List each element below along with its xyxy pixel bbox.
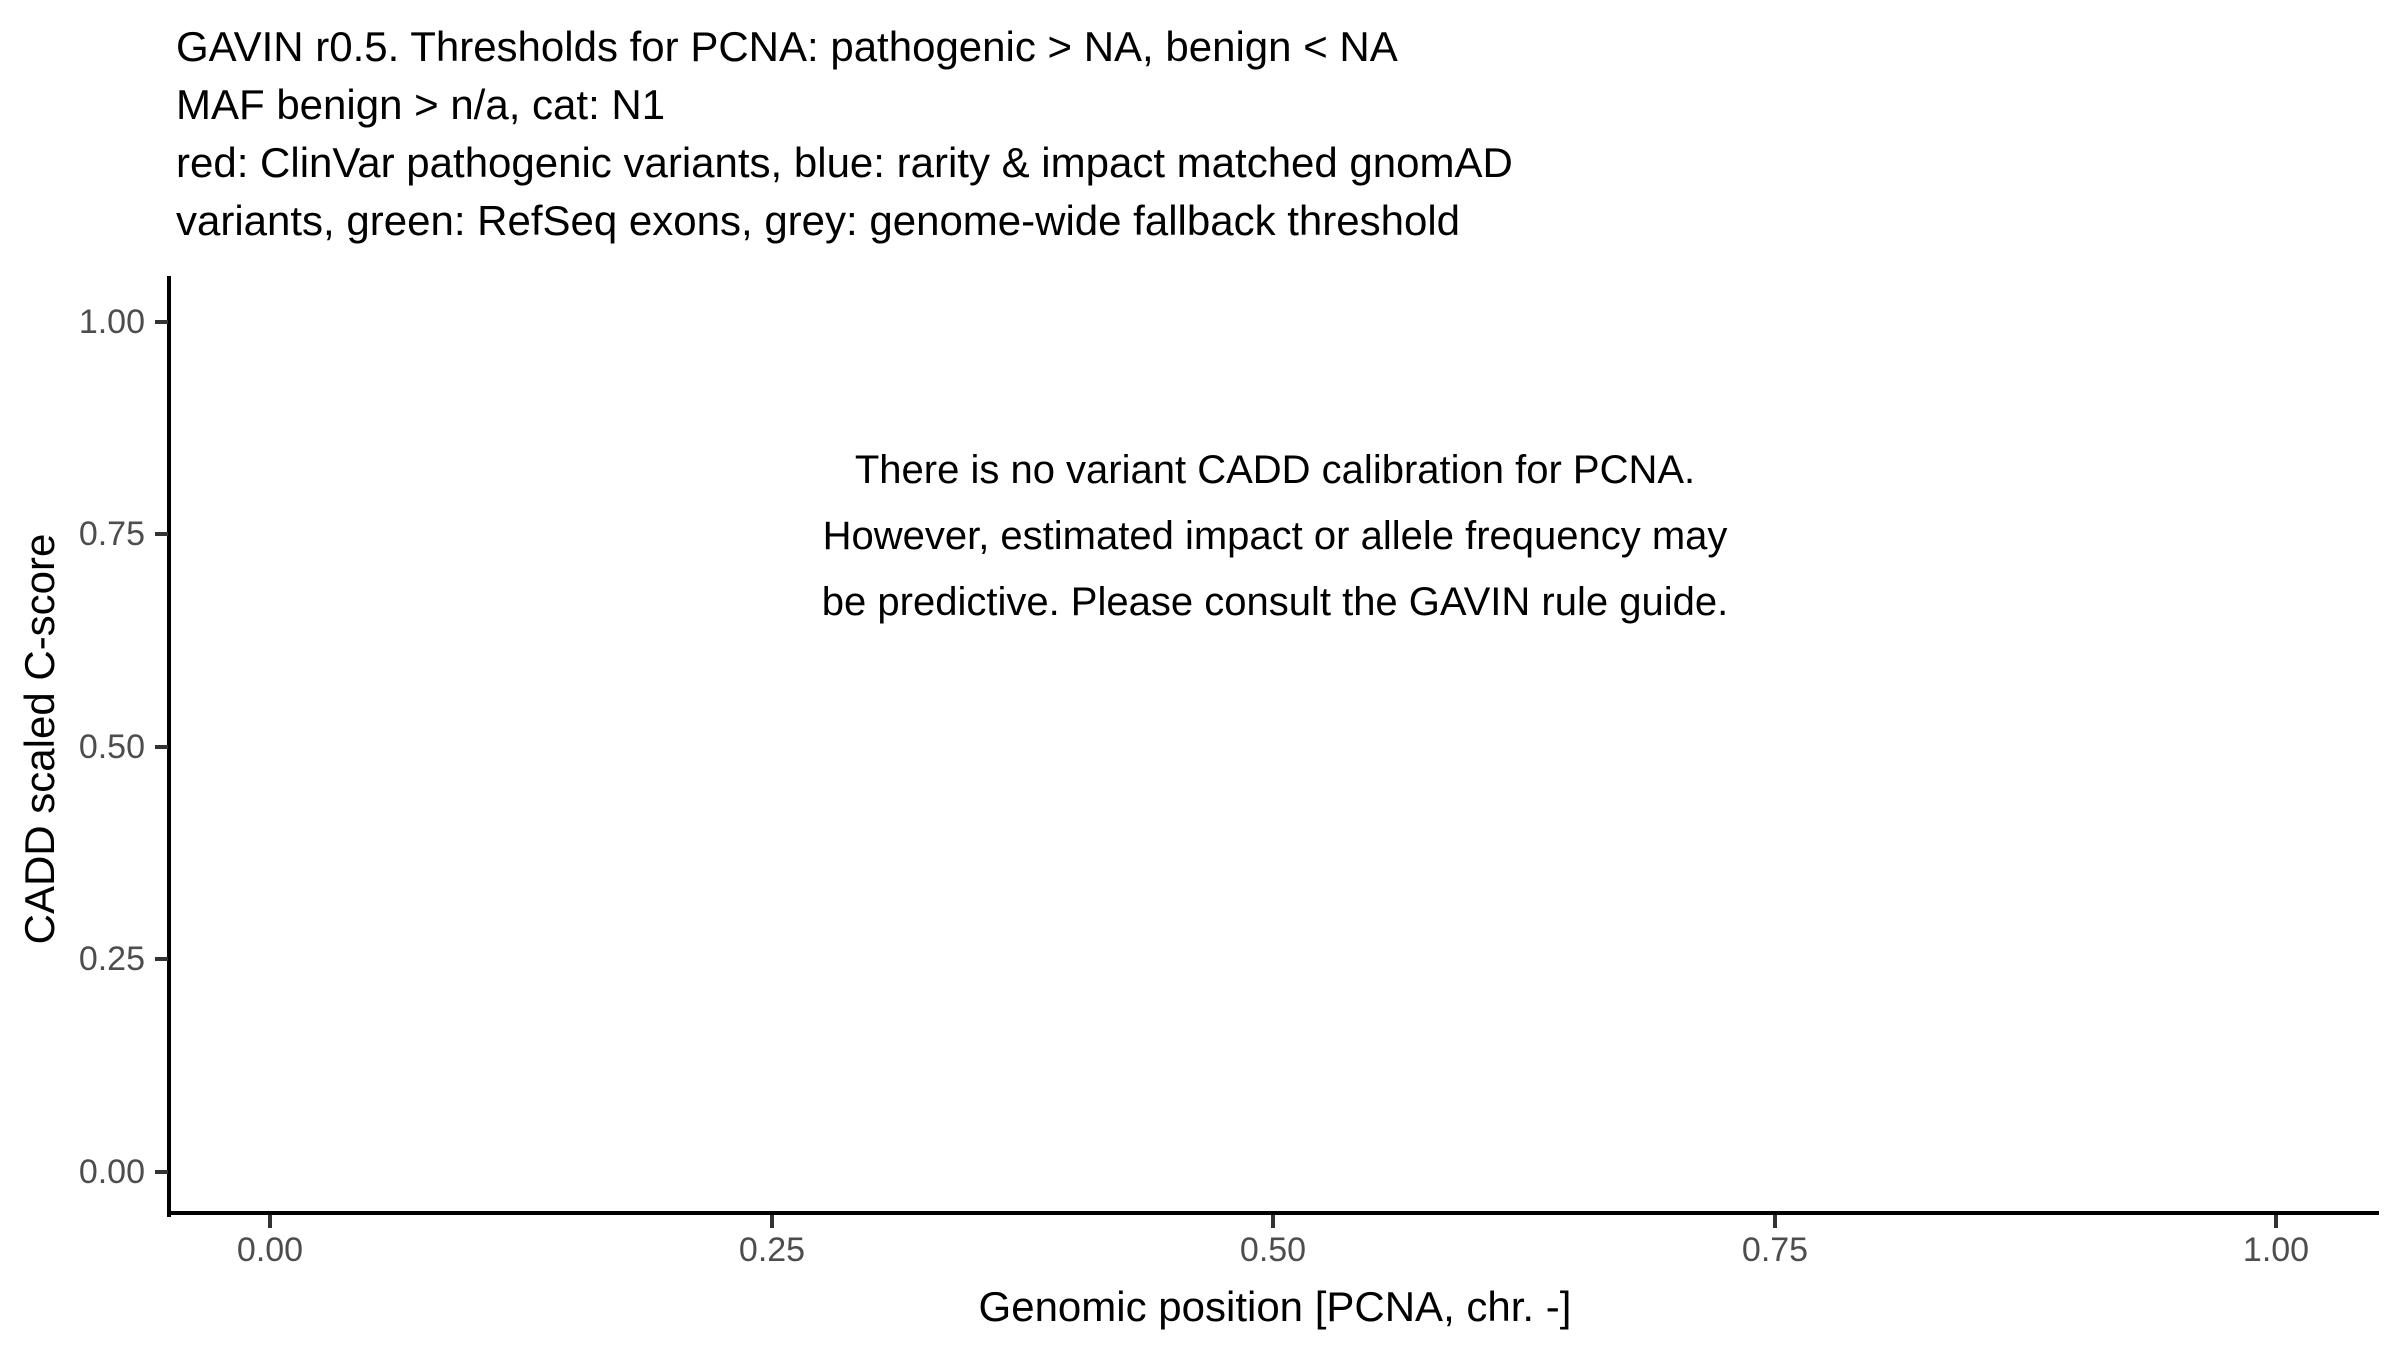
plot-title-line-3: red: ClinVar pathogenic variants, blue: rarity & impact matched gnomAD bbox=[176, 139, 1513, 186]
plot-title-line-2: MAF benign > n/a, cat: N1 bbox=[176, 81, 666, 128]
y-tick-mark-1.00 bbox=[155, 320, 168, 324]
y-tick-mark-0.75 bbox=[155, 532, 168, 536]
y-tick-label-0.00: 0.00 bbox=[78, 1153, 145, 1191]
y-tick-mark-0.00 bbox=[155, 1170, 168, 1174]
x-tick-mark-0.25 bbox=[770, 1215, 774, 1228]
x-tick-label-0.25: 0.25 bbox=[738, 1231, 806, 1269]
x-tick-label-0.50: 0.50 bbox=[1239, 1231, 1307, 1269]
plot-title-line-1: GAVIN r0.5. Thresholds for PCNA: pathogenic > NA, benign < NA bbox=[176, 23, 1398, 70]
x-tick-mark-1.00 bbox=[2274, 1215, 2278, 1228]
x-axis-title: Genomic position [PCNA, chr. -] bbox=[978, 1283, 1572, 1330]
plot-title-line-4: variants, green: RefSeq exons, grey: genome-wide fallback threshold bbox=[176, 197, 1461, 244]
y-tick-mark-0.50 bbox=[155, 745, 168, 749]
y-tick-label-0.50: 0.50 bbox=[78, 728, 145, 766]
plot-panel bbox=[171, 276, 2377, 1213]
y-tick-label-1.00: 1.00 bbox=[78, 303, 145, 341]
x-tick-mark-0.75 bbox=[1773, 1215, 1777, 1228]
x-tick-mark-0.00 bbox=[268, 1215, 272, 1228]
x-tick-label-0.75: 0.75 bbox=[1741, 1231, 1809, 1269]
annotation-line-3: be predictive. Please consult the GAVIN rule guide. bbox=[821, 580, 1729, 624]
annotation-line-1: There is no variant CADD calibration for PCNA. bbox=[854, 448, 1696, 492]
annotation-text bbox=[170, 437, 2380, 635]
y-tick-mark-0.25 bbox=[155, 957, 168, 961]
x-tick-label-0.00: 0.00 bbox=[236, 1231, 304, 1269]
plot-title bbox=[176, 18, 1513, 250]
y-axis-title: CADD scaled C-score bbox=[16, 533, 63, 945]
y-tick-label-0.75: 0.75 bbox=[78, 515, 145, 553]
y-tick-label-0.25: 0.25 bbox=[78, 940, 145, 978]
annotation-line-2: However, estimated impact or allele frequency may bbox=[822, 514, 1728, 558]
x-tick-mark-0.50 bbox=[1271, 1215, 1275, 1228]
x-tick-label-1.00: 1.00 bbox=[2242, 1231, 2310, 1269]
